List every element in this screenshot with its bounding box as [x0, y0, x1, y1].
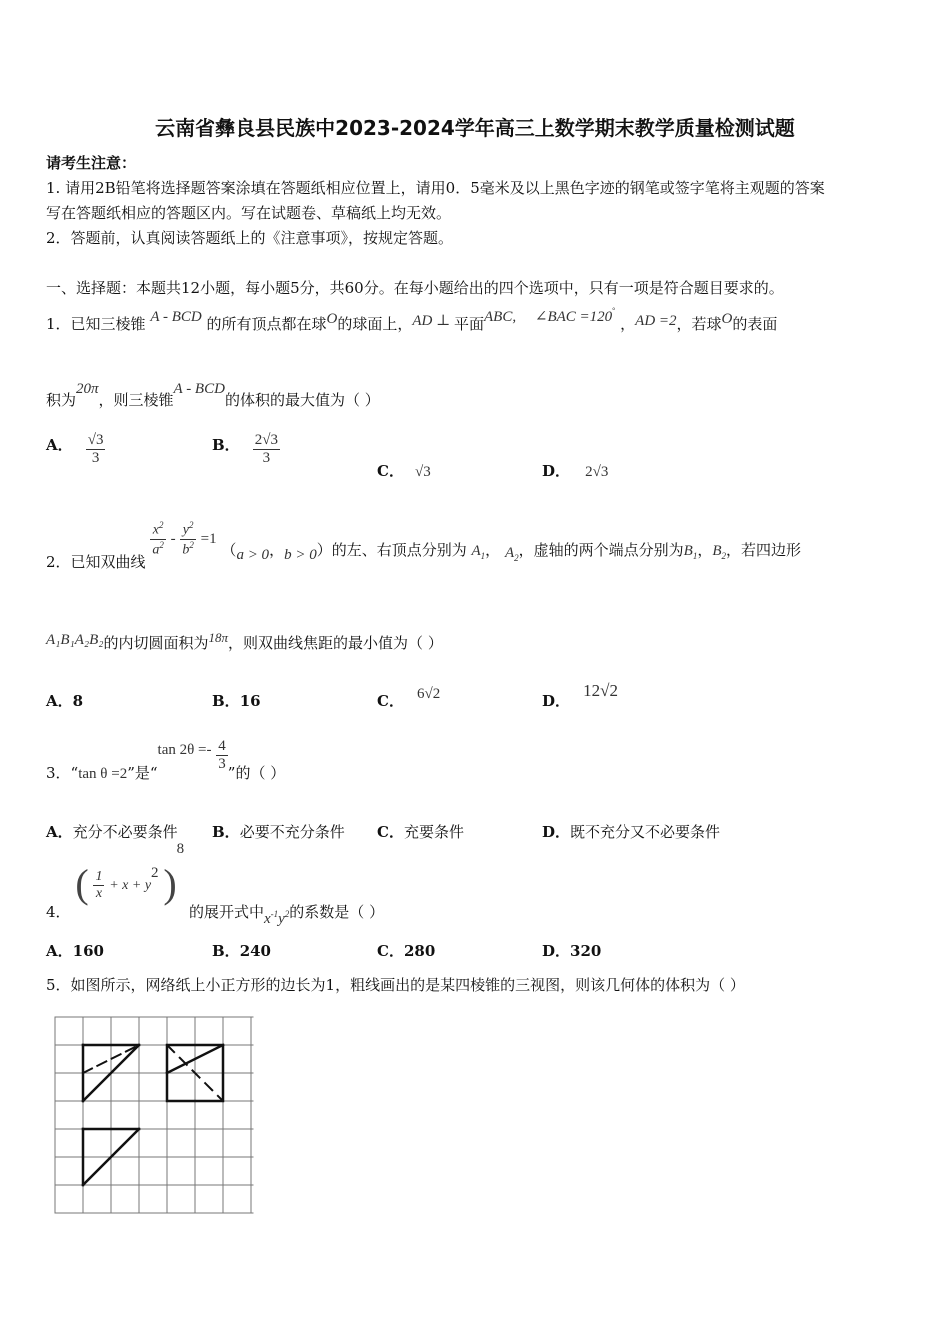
q3-option-c[interactable]: C．充要条件 — [377, 823, 464, 841]
q4-option-c[interactable]: C．280 — [377, 942, 436, 960]
question-1-line-2: 积为20π，则三棱锥A - BCD的体积的最大值为（ ） — [46, 381, 380, 409]
notice-heading: 请考生注意： — [46, 154, 137, 172]
three-view-figure — [50, 1012, 256, 1218]
notice-item-1-cont: 写在答题纸相应的答题区内。写在试题卷、草稿纸上均无效。 — [46, 204, 452, 222]
q2-option-c[interactable]: C． 6√2 — [377, 686, 441, 710]
question-2-line-2: A₁B₁A₂B₂的内切圆面积为18π，则双曲线焦距的最小值为（ ） — [46, 630, 443, 652]
question-2-line-1: 2．已知双曲线 $\frac{x^2}{a^2}$ - $\frac{y^2}{b^2}$ =1 （a > 0，b > 0）的左、右顶点分别为 $A_1$， $A_2$，虚轴的两个端点分别为$B_1$，$B_2$，若四边形 — [46, 520, 802, 572]
question-1-line-1: 1．已知三棱锥 A - BCD 的所有顶点都在球O的球面上，AD ⊥ 平面ABC, ∠BAC =120° ，AD =2，若球O的表面 — [46, 306, 778, 333]
q3-option-b[interactable]: B．必要不充分条件 — [212, 823, 345, 841]
q1-option-c[interactable]: C． √3 — [377, 462, 431, 480]
q2-option-d[interactable]: D． 12√2 — [542, 681, 618, 710]
q3-option-d[interactable]: D．既不充分又不必要条件 — [542, 823, 721, 841]
q1-option-a[interactable]: A． $\frac{√3}{3}$ — [46, 432, 104, 466]
q4-option-b[interactable]: B．240 — [212, 942, 271, 960]
q2-option-b[interactable]: B．16 — [212, 692, 261, 710]
section-heading: 一、选择题：本题共12小题，每小题5分，共60分。在每小题给出的四个选项中，只有一项是符合题目要求的。 — [46, 279, 784, 297]
q4-option-a[interactable]: A．160 — [46, 942, 104, 960]
q4-option-d[interactable]: D．320 — [542, 942, 602, 960]
notice-item-1: 1. 请用2B铅笔将选择题答案涂填在答题纸相应位置上，请用0．5毫米及以上黑色字迹的钢笔或签字笔将主观题的答案 — [46, 179, 825, 197]
question-5: 5．如图所示，网络纸上小正方形的边长为1，粗线画出的是某四棱锥的三视图，则该几何体的体积为（ ） — [46, 976, 745, 994]
q1-option-d[interactable]: D． 2√3 — [542, 462, 609, 480]
q2-option-a[interactable]: A．8 — [46, 692, 84, 710]
notice-item-2: 2．答题前，认真阅读答题纸上的《注意事项》，按规定答题。 — [46, 229, 454, 247]
q1-option-b[interactable]: B． $\frac{2√3}{3}$ — [212, 432, 279, 466]
q3-option-a[interactable]: A．充分不必要条件 — [46, 823, 178, 841]
page-title: 云南省彝良县民族中2023-2024学年高三上数学期末教学质量检测试题 — [155, 116, 795, 140]
question-4: 4． ( $\frac{1}{x}$ + $x + y^2$ )$^8$ 的展开式中$x^{-1}y^2$的系数是（ ） — [46, 841, 385, 927]
question-3: 3．“tan θ =2”是“tan 2θ =- $\frac{4}{3}$ ”的（ ） — [46, 738, 286, 782]
